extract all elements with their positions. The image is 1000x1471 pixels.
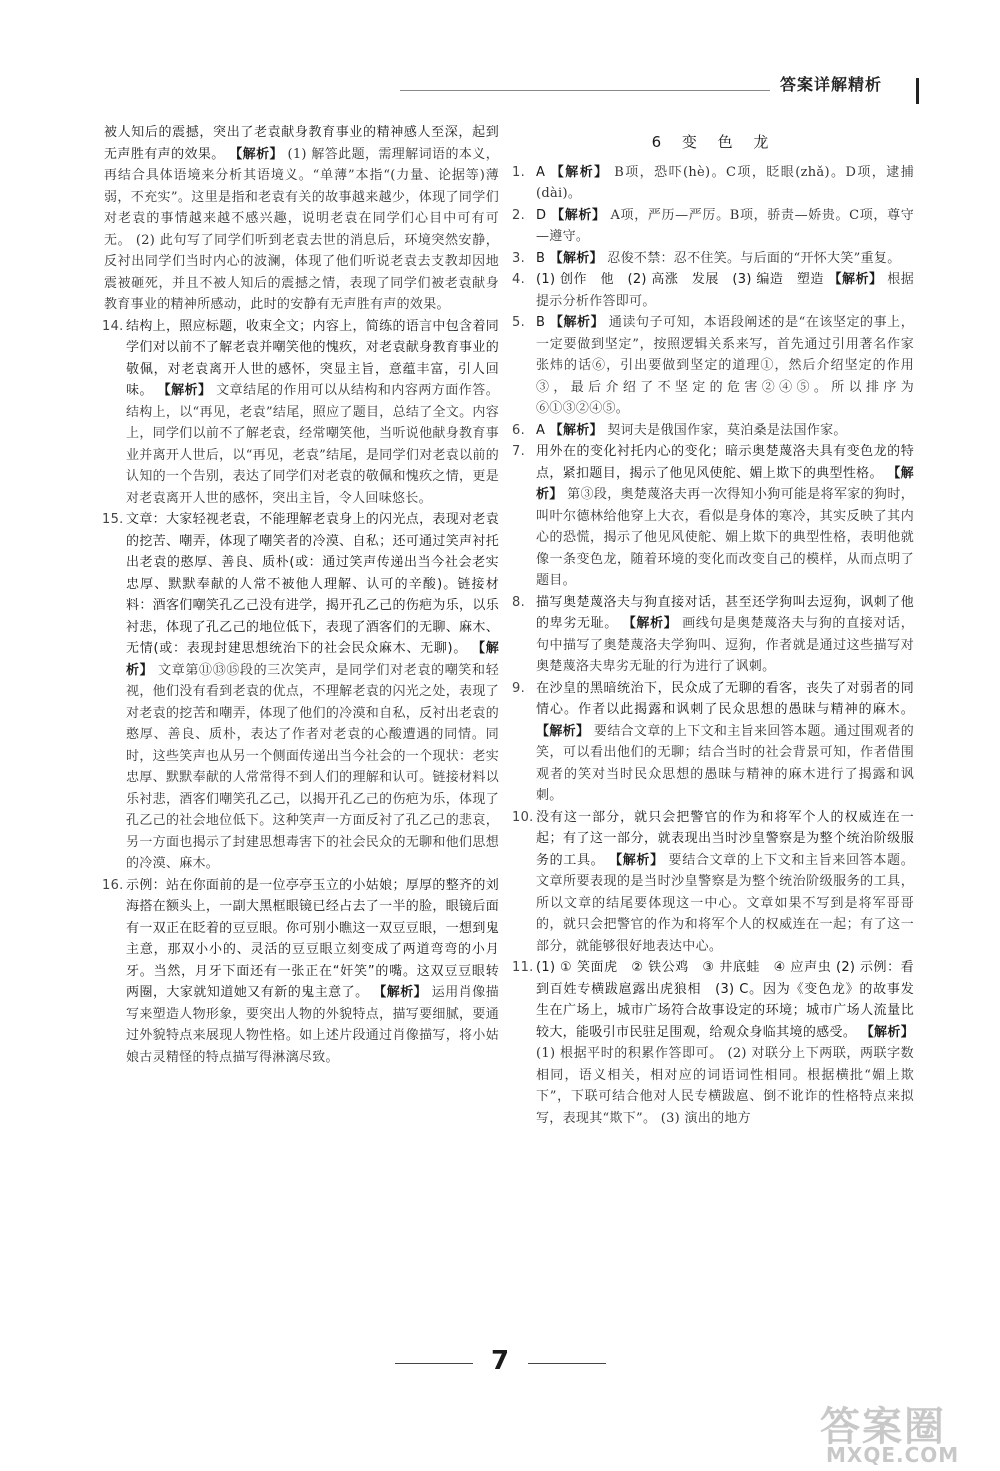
intro-tag: 【解析】 bbox=[229, 146, 283, 162]
page-footer bbox=[0, 1346, 1000, 1386]
header-rule bbox=[400, 90, 770, 91]
item-answer: 文章：大家轻视老袁，不能理解老袁身上的闪光点，表现对老袁的挖苦、嘲弄，体现了嘲笑者的冷漠、自私；还可通过笑声衬托出老袁的憨厚、善良、质朴(或：通过笑声传递出当今社会老实忠厚、默默奉献的人常不被他人理解、认可的辛酸)。链接材料：酒客们嘲笑孔乙己没有进学，揭开孔乙己的伤疤为乐，以乐衬悲，体现了孔乙己的地位低下，表现了酒客们的无聊、麻木、无情(或：表现封建思想统治下的社会民众麻木、无聊)。 bbox=[126, 512, 499, 656]
item-tag: 【解析】 bbox=[549, 422, 603, 438]
answer-item-6 bbox=[514, 420, 914, 442]
intro-answer: 被人知后的震撼，突出了老袁献身教育事业的精神感人至深，起到无声胜有声的效果。 bbox=[104, 125, 499, 162]
item-answer: A bbox=[536, 422, 546, 438]
item-tag: 【解析】 bbox=[157, 383, 212, 398]
answer-item-10 bbox=[514, 807, 914, 958]
watermark-text: 答案圈 bbox=[820, 1404, 946, 1450]
section-title: 6 变 色 龙 bbox=[651, 133, 777, 151]
answer-item-2 bbox=[514, 205, 914, 248]
item-explanation: 第③段，奥楚蔑洛夫再一次得知小狗可能是将军家的狗时，叫叶尔德林给他穿上大衣，看似是身体的寒冷，其实反映了其内心的恐慌，揭示了他见风使舵、媚上欺下的典型性格，表明他就像一条变色龙，随着环境的变化而改变自己的模样，从而点明了题目。 bbox=[536, 487, 914, 588]
right-column bbox=[514, 122, 914, 1129]
item-number: 9. bbox=[512, 680, 526, 696]
item-number: 2. bbox=[512, 207, 526, 223]
item-answer: A bbox=[536, 164, 546, 180]
item-tag: 【解析】 bbox=[549, 315, 605, 330]
item-tag: 【解析】 bbox=[373, 985, 428, 1000]
item-number: 3. bbox=[512, 250, 526, 266]
item-tag: 【解析】 bbox=[550, 164, 609, 180]
item-tag: 【解析】 bbox=[609, 852, 664, 868]
item-answer: 在沙皇的黑暗统治下，民众成了无聊的看客，丧失了对弱者的同情心。作者以此揭露和讽刺了民众思想的愚昧与精神的麻木。 bbox=[536, 680, 914, 717]
item-tag: 【解析】 bbox=[126, 641, 499, 678]
page-header bbox=[400, 70, 930, 110]
item-answer: 示例：站在你面前的是一位亭亭玉立的小姑娘；厚厚的整齐的刘海搭在额头上，一副大黑框眼镜已经占去了一半的脸，眼镜后面有一双正在眨着的豆豆眼。你可别小瞧这一双豆豆眼，一想到鬼主意，那双小小的、灵活的豆豆眼立刻变成了两道弯弯的小月牙。当然，月牙下面还有一张正在“奸笑”的嘴。这双豆豆眼转两圈，大家就知道她又有新的鬼主意了。 bbox=[126, 877, 499, 1000]
item-answer: B bbox=[536, 250, 546, 266]
item-tag: 【解析】 bbox=[622, 616, 678, 631]
answer-item-5 bbox=[514, 312, 914, 420]
answer-item-3 bbox=[514, 248, 914, 270]
item-explanation: 文章第⑪⑬⑮段的三次笑声，是同学们对老袁的嘲笑和轻视，他们没有看到老袁的优点，不理解老袁的闪光之处，表现了对老袁的挖苦和嘲弄，体现了他们的冷漠和自私，反衬出老袁的憨厚、善良、质朴，表达了作者对老袁的心酸遭遇的同情。同时，这些笑声也从另一个侧面传递出当今社会的一个现状：老实忠厚、默默奉献的人常常得不到人们的理解和认可。链接材料以乐衬悲，酒客们嘲笑孔乙己，以揭开孔乙己的伤疤为乐，体现了孔乙己的社会地位低下。这种笑声一方面反衬了孔乙己的悲哀，另一方面也揭示了封建思想毒害下的社会民众的无聊和他们思想的冷漠、麻木。 bbox=[126, 662, 499, 871]
item-tag: 【解析】 bbox=[551, 207, 606, 223]
item-explanation: 根据提示分析作答即可。 bbox=[536, 272, 914, 309]
item-explanation: A项，严历—严厉。B项，骄责—娇贵。C项，尊守—遵守。 bbox=[536, 207, 915, 244]
item-number: 4. bbox=[512, 272, 526, 287]
item-explanation: 要结合文章的上下文和主旨来回答本题。文章所要表现的是当时沙皇警察是为整个统治阶级服务的工具，所以文章的结尾要体现这一中心。文章如果不写到是将军哥哥的，就只会把警官的作为和将军个人的权威连在一起；有了这一部分，就能够很好地表达中心。 bbox=[536, 852, 915, 954]
item-answer: (1) 创作 他 (2) 高涨 发展 (3) 编造 塑造 bbox=[536, 272, 824, 287]
item-number: 6. bbox=[512, 422, 526, 438]
item-answer: B bbox=[536, 315, 546, 330]
item-answer: (1) ① 笑面虎 ② 铁公鸡 ③ 井底蛙 ④ 应声虫 (2) 示例：看到百姓专横跋扈露出虎狼相 (3) C。因为《变色龙》的故事发生在广场上，城市广场符合故事设定的环境；城市广场人流量比较大，能吸引市民驻足围观，给观众身临其境的感受。 bbox=[536, 960, 914, 1040]
item-explanation: 画线句是奥楚蔑洛夫与狗的直接对话，句中描写了奥楚蔑洛夫学狗叫、逗狗，作者就是通过这些描写对奥楚蔑洛夫卑劣无耻的行为进行了讽刺。 bbox=[536, 616, 915, 674]
left-column bbox=[104, 122, 499, 1068]
item-number: 10. bbox=[512, 809, 534, 825]
item-tag: 【解析】 bbox=[860, 1024, 915, 1040]
item-number: 15. bbox=[102, 512, 124, 527]
item-explanation: B项，恐吓(hè)。C项，眨眼(zhǎ)。D项，逮捕(dài)。 bbox=[536, 164, 914, 201]
page-number: 7 bbox=[490, 1346, 510, 1376]
item-explanation: 契诃夫是俄国作家，莫泊桑是法国作家。 bbox=[607, 422, 847, 438]
item-answer: 用外在的变化衬托内心的变化；暗示奥楚蔑洛夫具有变色龙的特点，紧扣题目，揭示了他见风使舵、媚上欺下的典型性格。 bbox=[536, 444, 914, 481]
answer-item-8 bbox=[514, 592, 914, 678]
intro-explanation: (1) 解答此题，需理解词语的本义，再结合具体语境来分析其语境义。“单薄”本指“(力量、论据等)薄弱，不充实”。这里是指和老袁有关的故事越来越少，体现了同学们对老袁的事情越来越不感兴趣，说明老袁在同学们心目中可有可无。 (2) 此句写了同学们听到老袁去世的消息后，环境突然安静，反衬出同学们当时内心的波澜，体现了他们听说老袁去支教却因地震被砸死，并且不被人知后的震撼之情，表现了同学们被老袁献身教育事业的精神所感动，此时的安静有无声胜有声的效果。 bbox=[104, 146, 499, 312]
item-number: 11. bbox=[512, 960, 534, 975]
answer-item-11 bbox=[514, 957, 914, 1129]
item-explanation: 忍俊不禁：忍不住笑。与后面的“开怀大笑”重复。 bbox=[607, 250, 901, 266]
header-bar bbox=[916, 78, 919, 104]
item-number: 8. bbox=[512, 594, 526, 610]
item-tag: 【解析】 bbox=[536, 723, 590, 739]
item-explanation: 运用肖像描写来塑造人物形象，要突出人物的外貌特点，描写要细腻，要通过外貌特点来展现人物性格。如上述片段通过肖像描写，将小姑娘古灵精怪的特点描写得淋漓尽致。 bbox=[126, 985, 500, 1065]
item-tag: 【解析】 bbox=[536, 465, 914, 502]
item-number: 1. bbox=[512, 164, 526, 180]
item-number: 14. bbox=[102, 318, 124, 334]
watermark-url: MXQE.COM bbox=[826, 1443, 960, 1467]
watermark-logo bbox=[820, 1395, 990, 1465]
header-title: 答案详解精析 bbox=[780, 75, 883, 94]
item-number: 5. bbox=[512, 315, 526, 330]
answer-item-4 bbox=[514, 269, 914, 312]
footer-rule-left bbox=[395, 1363, 473, 1364]
item-tag: 【解析】 bbox=[828, 272, 883, 287]
item-number: 7. bbox=[512, 444, 526, 459]
item-answer: D bbox=[536, 207, 547, 223]
item-explanation: 文章结尾的作用可以从结构和内容两方面作答。结构上，以“再见，老袁”结尾，照应了题目，总结了全文。内容上，同学们以前不了解老袁，经常嘲笑他，当听说他献身教育事业并离开人世后，以“再见，老袁”结尾，是同学们对老袁以前的认知的一个告别，表达了同学们对老袁的敬佩和愧疚之情，更是对老袁离开人世的感怀，突出主旨，令人回味悠长。 bbox=[126, 383, 500, 506]
item-explanation: 要结合文章的上下文和主旨来回答本题。通过围观者的笑，可以看出他们的无聊；结合当时的社会背景可知，作者借围观者的笑对当时民众思想的愚昧与精神的麻木进行了揭露和讽刺。 bbox=[536, 723, 915, 803]
answer-item-7 bbox=[514, 441, 914, 592]
answer-item-16 bbox=[104, 875, 499, 1069]
footer-rule-right bbox=[528, 1363, 606, 1364]
item-tag: 【解析】 bbox=[549, 250, 603, 266]
item-explanation: 通读句子可知，本语段阐述的是“在该坚定的事上，一定要做到坚定”，按照逻辑关系来写，首先通过引用著名作家张炜的话⑥，引出要做到坚定的道理①，然后介绍坚定的作用③，最后介绍了不坚定的危害②④⑤。所以排序为⑥①③②④⑤。 bbox=[536, 315, 915, 416]
item-answer: 结构上，照应标题，收束全文；内容上，简练的语言中包含着同学们对以前不了解老袁并嘲笑他的愧疚，对老袁献身教育事业的敬佩，对老袁离开人世的感怀，突显主旨，意蕴丰富，引人回味。 bbox=[126, 318, 499, 398]
intro-paragraph bbox=[104, 122, 499, 316]
item-explanation: (1) 根据平时的积累作答即可。 (2) 对联分上下两联，两联字数相同，语义相关，相对应的词语词性相同。根据横批“媚上欺下”，下联可结合他对人民专横跋扈、倒不讹诈的性格特点来拟写，表现其“欺下”。 (3) 演出的地方 bbox=[536, 1046, 914, 1126]
item-number: 16. bbox=[102, 877, 124, 893]
item-answer: 没有这一部分，就只会把警官的作为和将军个人的权威连在一起；有了这一部分，就表现出当时沙皇警察是为整个统治阶级服务的工具。 bbox=[536, 809, 914, 868]
answer-item-15 bbox=[104, 509, 499, 875]
answer-item-9 bbox=[514, 678, 914, 807]
answer-item-14 bbox=[104, 316, 499, 510]
item-answer: 描写奥楚蔑洛夫与狗直接对话，甚至还学狗叫去逗狗，讽刺了他的卑劣无耻。 bbox=[536, 594, 914, 631]
answer-item-1 bbox=[514, 162, 914, 205]
